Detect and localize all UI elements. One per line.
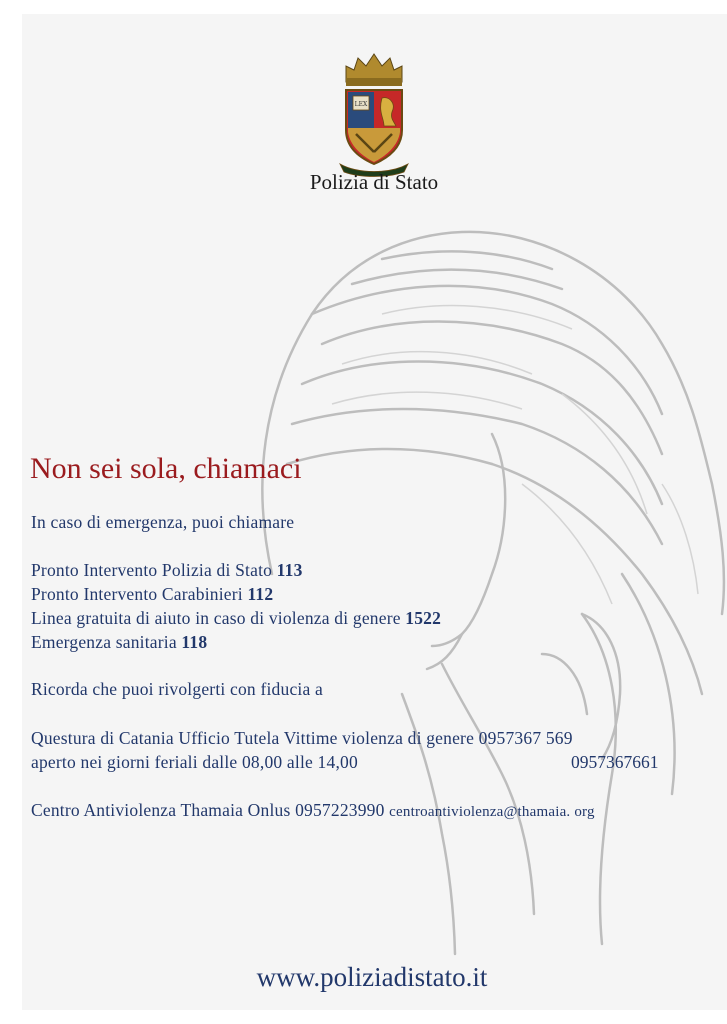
centro-line: [31, 800, 595, 821]
svg-text:LEX: LEX: [354, 101, 368, 108]
contact-label: Linea gratuita di aiuto in caso di violenza di genere: [31, 608, 406, 628]
headline: Non sei sola, chiamaci: [30, 452, 302, 485]
contact-number: 113: [276, 560, 303, 580]
contact-line-polizia: [31, 560, 303, 581]
questura-phone-1: 0957367 569: [478, 728, 573, 748]
trust-text: Ricorda che puoi rivolgerti con fiducia a: [31, 679, 323, 699]
contact-line-sanitaria: [31, 632, 207, 653]
contact-label: Pronto Intervento Polizia di Stato: [31, 560, 277, 580]
contact-number: 118: [181, 632, 208, 652]
centro-name: Centro Antiviolenza Thamaia Onlus: [31, 800, 291, 820]
contact-line-carabinieri: [31, 584, 273, 605]
centro-phone: 0957223990: [295, 800, 385, 820]
brand-name: Polizia di Stato: [309, 170, 439, 194]
poster: [22, 14, 727, 1010]
questura-phone-2: 0957367661: [571, 752, 659, 772]
contact-label: Emergenza sanitaria: [31, 632, 182, 652]
questura-hours: aperto nei giorni feriali dalle 08,00 alle 14,00: [31, 752, 358, 772]
questura-line: [31, 728, 573, 749]
contact-label: Pronto Intervento Carabinieri: [31, 584, 248, 604]
contact-number: 112: [247, 584, 274, 604]
polizia-emblem-logo: [338, 52, 410, 178]
centro-email: centroantiviolenza@thamaia. org: [389, 804, 595, 820]
questura-name: Questura di Catania Ufficio Tutela Vittime violenza di genere: [31, 728, 475, 748]
contact-line-1522: [31, 608, 441, 629]
contact-number: 1522: [405, 608, 442, 628]
intro-text: In caso di emergenza, puoi chiamare: [31, 512, 295, 532]
website-url[interactable]: www.poliziadistato.it: [256, 962, 488, 992]
